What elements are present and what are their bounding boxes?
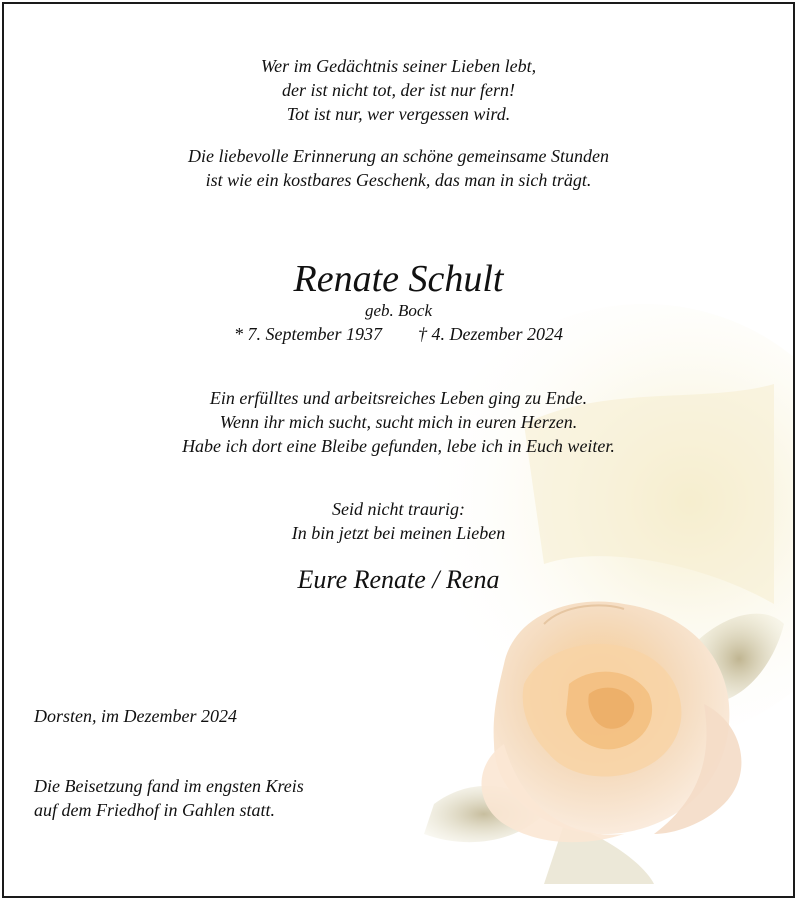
poem-block [4, 54, 793, 126]
deceased-name: Renate Schult [293, 258, 504, 300]
deceased-block [4, 258, 793, 346]
burial-line: Die Beisetzung fand im engsten Kreis [34, 776, 304, 796]
poem-line: Wer im Gedächtnis seiner Lieben lebt, [260, 56, 537, 76]
verse-line: Ein erfülltes und arbeitsreiches Leben ging zu Ende. [209, 388, 588, 408]
verse-block [4, 386, 793, 458]
poem-line: Tot ist nur, wer vergessen wird. [286, 104, 511, 124]
burial-notice [34, 774, 304, 822]
burial-line: auf dem Friedhof in Gahlen statt. [34, 800, 275, 820]
memory-block [4, 144, 793, 192]
maiden-name: geb. Bock [364, 301, 433, 320]
place-date-text: Dorsten, im Dezember 2024 [34, 706, 237, 726]
place-date [34, 704, 237, 728]
comfort-line: In bin jetzt bei meinen Lieben [291, 523, 506, 543]
birth-date: * 7. September 1937 [234, 324, 382, 344]
comfort-block [4, 497, 793, 545]
life-dates [4, 322, 793, 346]
obituary-card [2, 2, 795, 898]
death-date: † 4. Dezember 2024 [418, 324, 563, 344]
signature-block [4, 564, 793, 596]
memory-line: Die liebevolle Erinnerung an schöne gemeinsame Stunden [188, 146, 609, 166]
poem-line: der ist nicht tot, der ist nur fern! [282, 80, 515, 100]
signature: Eure Renate / Rena [297, 565, 500, 594]
verse-line: Habe ich dort eine Bleibe gefunden, lebe ich in Euch weiter. [182, 436, 615, 456]
memory-line: ist wie ein kostbares Geschenk, das man in sich trägt. [205, 170, 592, 190]
comfort-line: Seid nicht traurig: [332, 499, 465, 519]
verse-line: Wenn ihr mich sucht, sucht mich in euren Herzen. [219, 412, 578, 432]
